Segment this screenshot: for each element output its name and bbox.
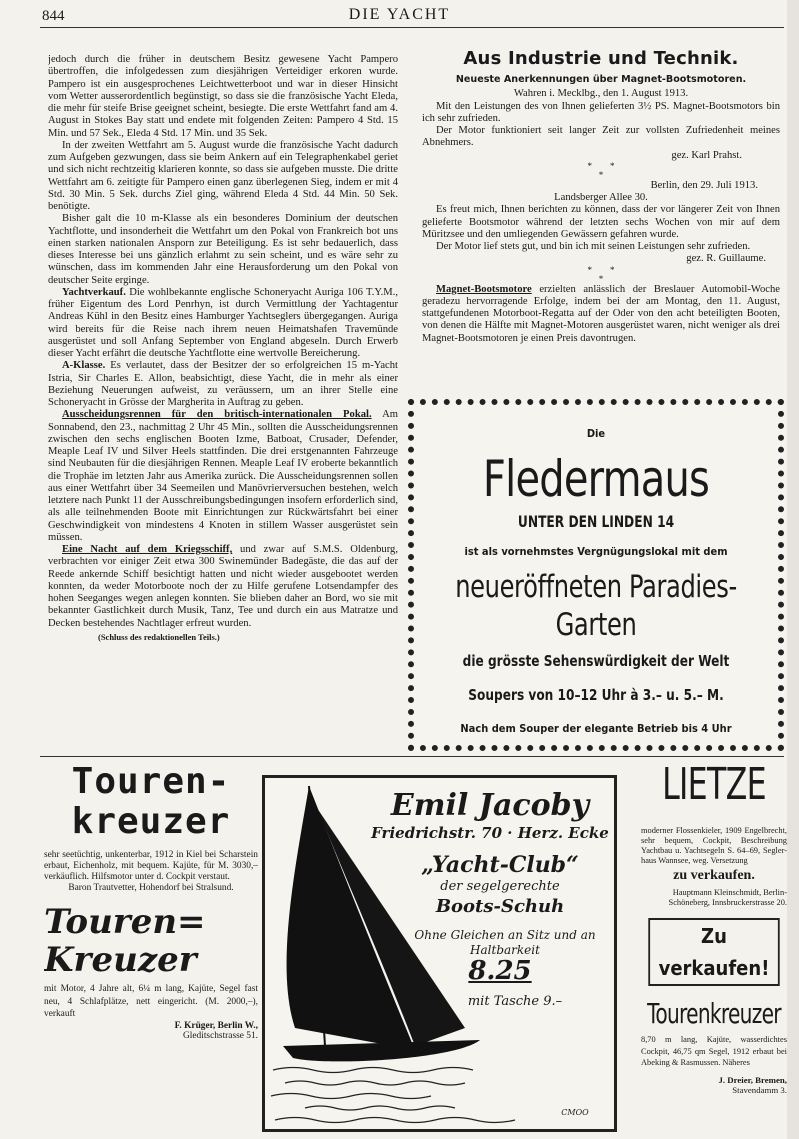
ad-seller-address: Gleditschstrasse 51. (183, 1030, 258, 1041)
paragraph (48, 544, 398, 630)
run-in-heading: Eine Nacht auf dem Kriegsschiff, (62, 544, 233, 555)
ad-callout: zu verkaufen. (673, 868, 755, 883)
ad-seller: Baron Trautvetter, Hohendorf bei Stralsund. (68, 883, 234, 893)
ad-text: der segelgerechte (440, 879, 560, 894)
ad-seller: Hauptmann Kleinschmidt, Berlin-Schöneberg, Innsbruckerstrasse 20. (668, 888, 787, 907)
subheading: Neueste Anerkennungen über Magnet-Bootsmotoren. (455, 74, 747, 85)
letter-signature: gez. Karl Prahst. (671, 149, 742, 161)
letter-body: Mit den Leistungen des von Ihnen gelieferten 3½ PS. Magnet-Bootsmotors bin ich sehr zufrieden. (422, 100, 780, 124)
ad-seller: F. Krüger, Berlin W., (174, 1020, 258, 1031)
paragraph: In der zweiten Wettfahrt am 5. August wurde die französische Yacht dadurch zum Aufgeben gezwungen, dass sie beim Ankern auf ein Telegraphenkabel geriet und sich nicht rechtzeitig klarieren konnte, so dass sie aufgeben musste. Die dritte Wettfahrt am 6. zeitigte für Pampero einen ganz überlegenen Sieg, indem er mit 4 Std. 30 Min. 5 Sek. durchs Ziel ging, während Eleda 4 Std. 44 Min. 50 Sek. benötigte. (48, 139, 398, 212)
ad-address: Friedrichstr. 70 · Herz. Ecke (371, 824, 609, 842)
ad-subheadline: neueröffneten Paradies-Garten (455, 569, 737, 643)
section-title: Aus Industrie und Technik. (463, 48, 739, 69)
editorial-column (48, 54, 398, 754)
paragraph (48, 409, 398, 544)
run-in-heading: A-Klasse. (62, 360, 106, 372)
industry-body (422, 74, 780, 345)
industry-section (422, 42, 780, 387)
run-in-heading: Yachtverkauf. (62, 286, 126, 298)
running-head: DIE YACHT (348, 6, 451, 23)
price: 8.25 (468, 956, 532, 986)
letter-date: Berlin, den 29. Juli 1913. (650, 179, 758, 191)
ad-headline: Touren- kreuzer (71, 762, 231, 842)
ad-article: Die (586, 427, 606, 440)
ad-text: sehr seetüchtig, unkenterbar, 1912 in Kiel bei Scharstein erbaut, Eichenholz, mit bequem. Kajüte, für M. 3030,– verkäuflich. Hilfsmotor unter d. Cockpit verstaut. (44, 850, 258, 882)
product-type: Boots-Schuh (435, 896, 565, 917)
paragraph: jedoch durch die früher in deutschem Besitz gewesene Yacht Pampero übertroffen, die infolgedessen zum diesjährigen Verteidiger erkoren wurde. Pampero ist ein ausgesprochenes Leichtwetterboot und war in dieser Hinsicht vom Wetter ausserordentlich begünstigt, so dass sie die französische Yacht Eleda, die mehr für steife Brise geeignet scheint, besiegte. Die erste Wettfahrt fand am 4. August in Stokes Bay statt und endete mit folgenden Zeiten: Pampero 4 Std. 15 Min. und 57 Sek., Eleda 4 Std. 17 Min. und 35 Sek. (48, 54, 398, 139)
ad-headline: Touren= Kreuzer (44, 902, 206, 980)
scan-edge (787, 0, 799, 1139)
ad-headline: Emil Jacoby (390, 788, 590, 823)
letter-signature: gez. R. Guillaume. (686, 253, 766, 265)
fledermaus-advertisement (408, 399, 784, 751)
artist-signature: CMOO (561, 1108, 589, 1117)
jacoby-advertisement (262, 775, 617, 1132)
end-note: (Schluss des redaktionellen Teils.) (98, 631, 220, 642)
paragraph-text: und zwar auf S.M.S. Oldenburg, verbrachten vor einiger Zeit etwa 300 Swinemünder Badegäste, die das auf der Reede ankernde Schiff besichtigt hatten und nicht wieder ausgebootet werden konnten, da weder Motorboote noch der zu Hilfe gerufene Lotsendampfer des hohen Seeganges wegen anlegen konnten. Sie blieben daher an Bord, wo sie mit bekannter Gastlichkeit durch Musik, Tanz, Tee und durch ein aus Matratze und Decken bestehendes Nachtlager erfreut wurden. (48, 544, 398, 629)
paragraph-text: Am Sonnabend, den 23., nachmittag 2 Uhr 45 Min., sollten die Ausscheidungsrennen zwischen den sechs englischen Booten Izme, Batboat, Crusader, Defender, Meaple Leaf IV und Silver Heels stattfinden. Die drei erstgenannten Fahrzeuge sind Neubauten für die diesjährigen Rennen. Meaple Leaf IV eroberte bekanntlich die Trophäe im letzten Jahr aus Amerika zurück. Die Ausscheidungsrennen sollen aus einer Wettfahrt über 34 Seemeilen und Manövrierversuchen bestehen, welch letztere nach Punkt 11 der Ausschreibungsbedingungen insofern erforderlich sind, als alle teilnehmenden Boote mit Einrichtungen zur Rückwärtsfahrt bei einer Geschwindigkeit von mindestens 4 Knoten in stillem Wasser ausgerüstet sein müssen. (48, 409, 398, 543)
paragraph (48, 360, 398, 409)
tourenkreuzer-classifieds (44, 762, 258, 1132)
letter-body: Der Motor lief stets gut, und bin ich mit seinen Leistungen sehr zufrieden. (436, 241, 751, 252)
ad-price-line: Soupers von 10–12 Uhr à 3.– u. 5.– M. (468, 686, 724, 704)
paragraph: Bisher galt die 10 m-Klasse als ein besonderes Dominium der deutschen Yachtflotte, und insonderheit die Wettfahrt um den Pokal von Frankreich bot uns einen starken nationalen Ansporn zur Beteiligung. Es ist sehr bedauerlich, dass dieses Interesse bei uns gänzlich erlahmt zu sein scheint, und es wäre sehr zu wünschen, dass im kommenden Jahr eine Herausforderung um den Pokal von deutscher Seite erginge. (48, 213, 398, 286)
ad-address: UNTER DEN LINDEN 14 (517, 512, 675, 531)
letter-date: Wahren i. Mecklbg., den 1. August 1913. (513, 88, 689, 100)
paragraph-text: erzielten anlässlich der Breslauer Automobil-Woche geradezu hervorragende Erfolge, indem bei der am Montag, den 11. August, stattgefundenen Motorboot-Regatta auf der Oder von den acht beteiligten Booten, von denen die Hälfte mit Magnet-Motoren ausgerüstet waren, nicht weniger als drei Magnet-Bootsmotoren je einen Preis davontrugen. (422, 283, 780, 344)
header-rule (40, 27, 784, 28)
ad-seller: J. Dreier, Bremen, (718, 1074, 787, 1085)
run-in-heading: Ausscheidungsrennen für den britisch-internationalen Pokal. (62, 409, 372, 421)
page-number: 844 (42, 8, 65, 24)
divider-stars: * * * (587, 160, 615, 180)
ad-callout-box: Zu verkaufen! (648, 918, 779, 986)
ad-headline: Fledermaus (482, 450, 710, 508)
letter-body: Der Motor funktioniert seit langer Zeit zur vollsten Zufriedenheit meines Abnehmers. (422, 125, 780, 149)
letter-body: Es freut mich, Ihnen berichten zu können, dass der vor längerer Zeit von Ihnen gelieferte Bootsmotor während der letzten sechs Wochen von mir auf dem Müritzsee und den umliegenden Gewässern gefahren wurde. (422, 204, 780, 240)
paragraph (48, 287, 398, 361)
letter-address: Landsberger Allee 30. (554, 192, 648, 203)
price-with-bag: mit Tasche 9.– (467, 994, 563, 1009)
ad-text: die grösste Sehenswürdigkeit der Welt (462, 652, 730, 670)
paragraph-text: Die wohlbekannte englische Schoneryacht Auriga 106 T.Y.M., früher Eigentum des Lord Penrhyn, ist durch Vermittlung der Yachtagentur Andreas Kühl in den Besitz eines Hamburger Yachtseglers übergegangen. Auriga wird bereits für die Reise nach ihrem neuen Heimatshafen Travemünde ausgerüstet und soll Anfang September von England abgeseln. Durch Erwerb dieser Yacht erfährt die deutsche Yachtflotte eine wertvolle Bereicherung. (48, 286, 398, 359)
lietze-classifieds (641, 762, 787, 1132)
ad-text: mit Motor, 4 Jahre alt, 6¼ m lang, Kajüte, Segel fast neu, 4 Schlafplätze, nett eingericht. (M. 2000,–), verkauft (44, 984, 258, 1019)
ad-text: moderner Flossenkieler, 1909 Engelbrecht, sehr bequem, Cockpit, Beschreibung Yachtbau u. Yachtsegeln S. 64–69, Segler-haus Wannsee, weg. Versetzung (641, 826, 787, 865)
ad-text: Nach dem Souper der elegante Betrieb bis 4 Uhr (460, 722, 732, 735)
ad-text: 8,70 m lang, Kajüte, wasserdichtes Cockpit, 46,75 qm Segel, 1912 erbaut bei Abeking & Rasmussen. Näheres (641, 1035, 787, 1067)
ad-seller-address: Stavendamm 3. (732, 1084, 787, 1095)
ads-rule (40, 756, 784, 757)
divider-stars: * * * (587, 264, 615, 284)
ad-text: ist als vornehmstes Vergnügungslokal mit dem (464, 545, 728, 558)
ad-headline: LIETZE (662, 762, 766, 810)
ad-headline: Tourenkreuzer (647, 997, 781, 1030)
product-name: „Yacht-Club“ (421, 852, 579, 878)
paragraph-text: Es verlautet, dass der Besitzer der so erfolgreichen 15 m-Yacht Istria, Sir Charles E. Allon, beabsichtigt, diese Yacht, die in mehr als einer Beziehung Neuerungen aufweist, zu veräussern, um an ihrer Stelle eine Schoneryacht in Grösse der Margherita in Auftrag zu geben. (48, 360, 398, 408)
run-in-heading: Magnet-Bootsmotore (436, 283, 532, 295)
paragraph (422, 284, 780, 345)
ad-text: Ohne Gleichen an Sitz und an Haltbarkeit (414, 928, 596, 957)
